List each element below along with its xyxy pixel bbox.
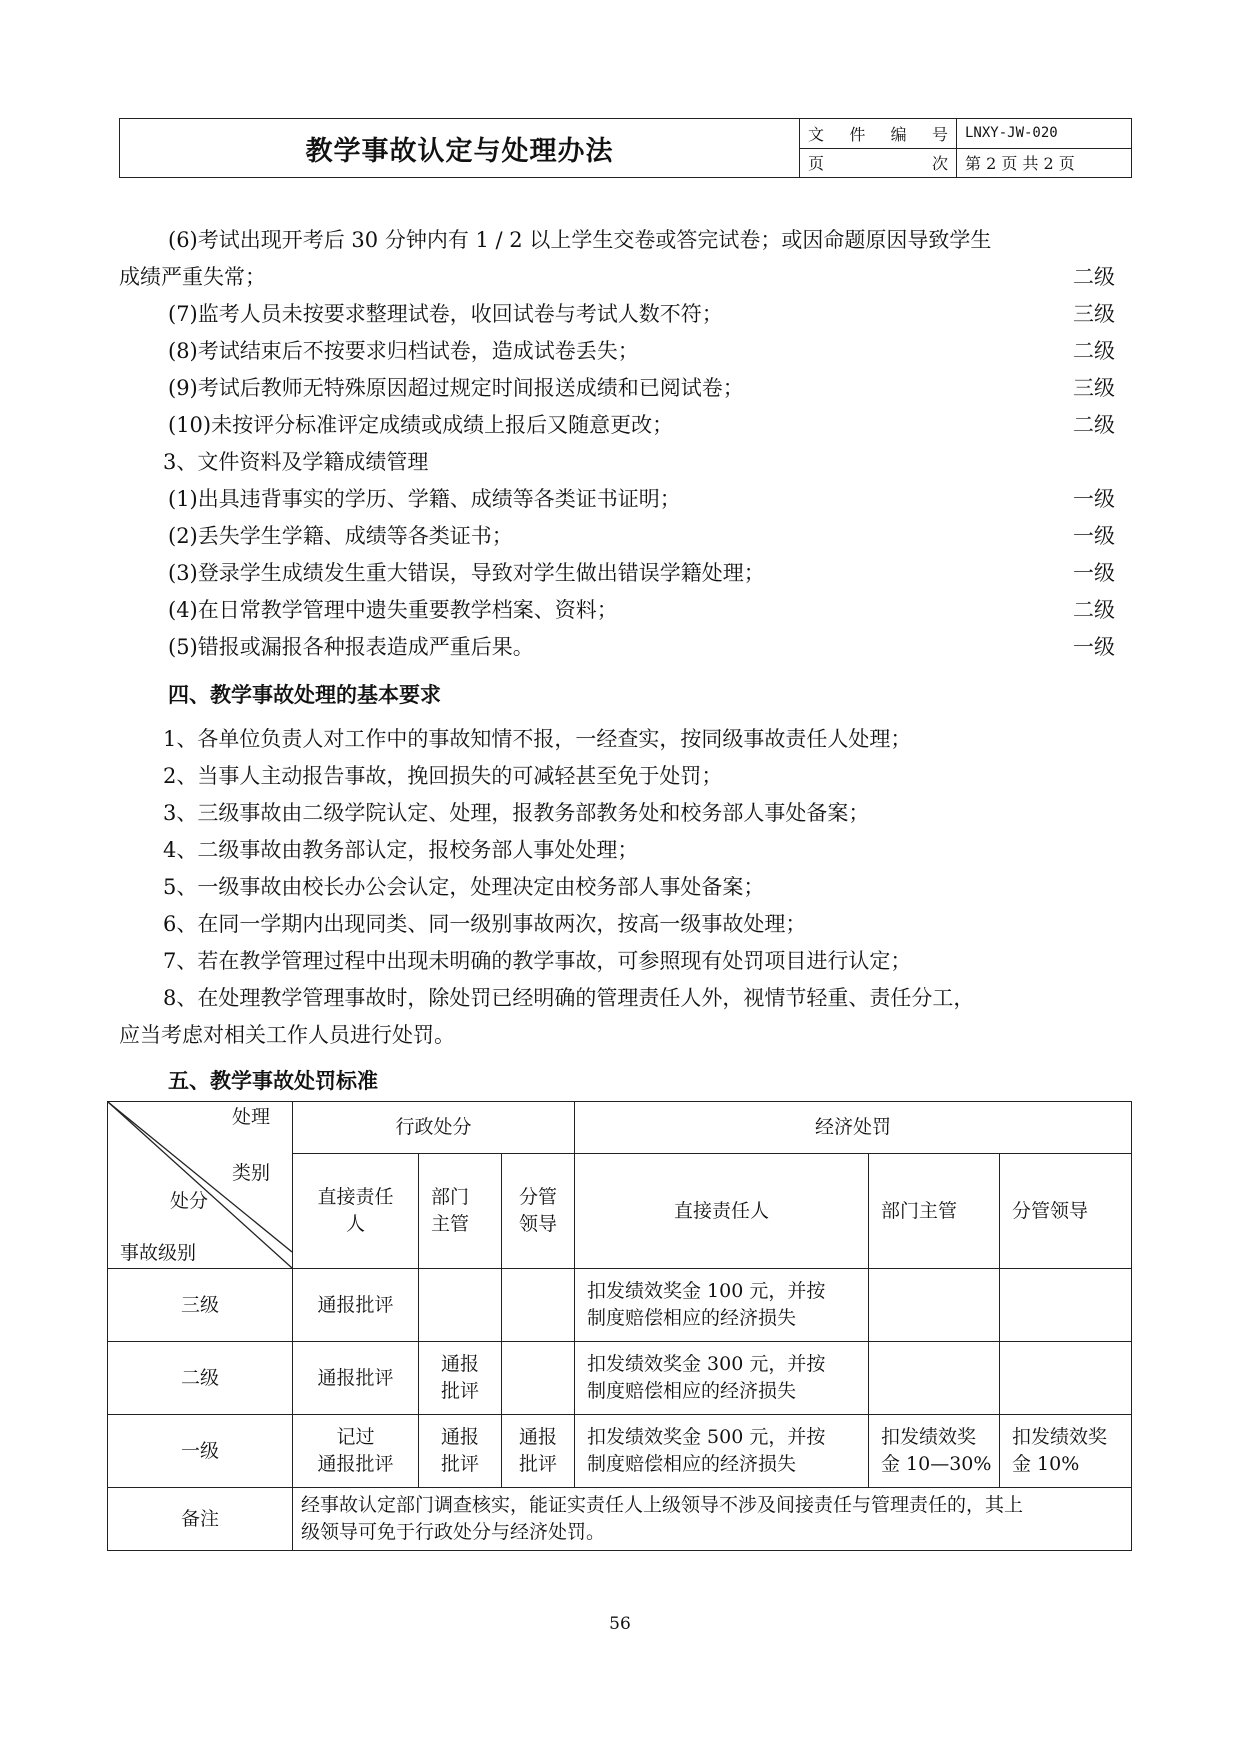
list-item: (2)丢失学生学籍、成绩等各类证书； 一级 xyxy=(119,518,1115,555)
page-label: 页 次 xyxy=(800,148,957,178)
table-cell: 扣发绩效奖 金 10—30% xyxy=(869,1415,1000,1488)
table-cell: 扣发绩效奖金 300 元，并按 制度赔偿相应的经济损失 xyxy=(575,1342,869,1415)
list-item: (8)考试结束后不按要求归档试卷，造成试卷丢失； 二级 xyxy=(119,333,1115,370)
accident-level: 一级 xyxy=(1073,635,1115,659)
row-level: 二级 xyxy=(108,1342,293,1415)
table-cell: 记过 通报批评 xyxy=(293,1415,419,1488)
list-item: 4、二级事故由教务部认定，报校务部人事处处理； xyxy=(163,838,639,862)
row-level: 三级 xyxy=(108,1269,293,1342)
accident-level: 二级 xyxy=(1073,413,1115,437)
accident-level: 一级 xyxy=(1073,487,1115,511)
table-row xyxy=(108,1269,1132,1342)
section-heading: 四、教学事故处理的基本要求 xyxy=(168,683,441,707)
list-item: (7)监考人员未按要求整理试卷，收回试卷与考试人数不符； 三级 xyxy=(119,296,1115,333)
list-item: 6、在同一学期内出现同类、同一级别事故两次，按高一级事故处理； xyxy=(163,912,807,936)
accident-level: 一级 xyxy=(1073,524,1115,548)
row-level: 一级 xyxy=(108,1415,293,1488)
page-value: 第 2 页 共 2 页 xyxy=(957,148,1132,178)
table-cell: 通报 批评 xyxy=(502,1415,575,1488)
document-header xyxy=(119,118,1132,178)
table-cell xyxy=(502,1269,575,1342)
accident-level: 三级 xyxy=(1073,302,1115,326)
list-item: 5、一级事故由校长办公会认定，处理决定由校务部人事处备案； xyxy=(163,875,765,899)
table-row xyxy=(108,1415,1132,1488)
section-heading: 五、教学事故处罚标准 xyxy=(168,1069,378,1093)
doc-number-value: LNXY-JW-020 xyxy=(957,119,1132,149)
corner-label-mid: 类别 xyxy=(231,1162,270,1184)
penalty-table xyxy=(107,1101,1132,1551)
list-item: 3、三级事故由二级学院认定、处理，报教务部教务处和校务部人事处备案； xyxy=(163,801,870,825)
list-item: (6)考试出现开考后 30 分钟内有 1 / 2 以上学生交卷或答完试卷；或因命题原因导致学生 xyxy=(168,228,992,252)
group-header-admin: 行政处分 xyxy=(293,1102,575,1154)
col-header: 分管 领导 xyxy=(502,1154,575,1269)
col-header: 直接责任 人 xyxy=(293,1154,419,1269)
table-cell: 通报 批评 xyxy=(419,1415,502,1488)
accident-level: 二级 xyxy=(1073,339,1115,363)
list-item: 1、各单位负责人对工作中的事故知情不报，一经查实，按同级事故责任人处理； xyxy=(163,727,912,751)
table-cell: 通报批评 xyxy=(293,1269,419,1342)
list-item: 应当考虑对相关工作人员进行处罚。 xyxy=(119,1023,455,1047)
table-cell xyxy=(869,1269,1000,1342)
list-item: 8、在处理教学管理事故时，除处罚已经明确的管理责任人外，视情节轻重、责任分工， xyxy=(163,986,975,1010)
col-header: 分管领导 xyxy=(1000,1154,1132,1269)
col-header: 部门主管 xyxy=(869,1154,1000,1269)
list-item: (9)考试后教师无特殊原因超过规定时间报送成绩和已阅试卷； 三级 xyxy=(119,370,1115,407)
document-title: 教学事故认定与处理办法 xyxy=(120,119,800,178)
corner-header xyxy=(108,1102,293,1269)
table-cell xyxy=(1000,1269,1132,1342)
table-row xyxy=(108,1488,1132,1551)
group-header-econ: 经济处罚 xyxy=(575,1102,1132,1154)
remark-text: 经事故认定部门调查核实，能证实责任人上级领导不涉及间接责任与管理责任的，其上 级领导可免于行政处分与经济处罚。 xyxy=(293,1488,1132,1551)
list-item: 7、若在教学管理过程中出现未明确的教学事故，可参照现有处罚项目进行认定； xyxy=(163,949,912,973)
remark-label: 备注 xyxy=(108,1488,293,1551)
corner-label-bottom: 事故级别 xyxy=(120,1242,197,1264)
list-item: (10)未按评分标准评定成绩或成绩上报后又随意更改； 二级 xyxy=(119,407,1115,444)
table-cell: 通报批评 xyxy=(293,1342,419,1415)
list-item: (5)错报或漏报各种报表造成严重后果。 一级 xyxy=(119,629,1115,666)
corner-label-top: 处理 xyxy=(231,1106,270,1128)
page-number: 56 xyxy=(609,1614,631,1634)
list-item: (3)登录学生成绩发生重大错误，导致对学生做出错误学籍处理； 一级 xyxy=(119,555,1115,592)
table-cell: 扣发绩效奖金 500 元，并按 制度赔偿相应的经济损失 xyxy=(575,1415,869,1488)
table-cell xyxy=(1000,1342,1132,1415)
col-header: 直接责任人 xyxy=(575,1154,869,1269)
accident-level: 二级 xyxy=(1073,598,1115,622)
table-cell: 扣发绩效奖金 100 元，并按 制度赔偿相应的经济损失 xyxy=(575,1269,869,1342)
table-row xyxy=(108,1342,1132,1415)
list-item: (4)在日常教学管理中遗失重要教学档案、资料； 二级 xyxy=(119,592,1115,629)
accident-level: 二级 xyxy=(1073,265,1115,289)
table-cell xyxy=(869,1342,1000,1415)
subsection-title: 3、文件资料及学籍成绩管理 xyxy=(163,450,429,474)
table-cell xyxy=(502,1342,575,1415)
table-cell: 扣发绩效奖 金 10% xyxy=(1000,1415,1132,1488)
table-cell xyxy=(419,1269,502,1342)
list-item: (1)出具违背事实的学历、学籍、成绩等各类证书证明； 一级 xyxy=(119,481,1115,518)
corner-label-left: 处分 xyxy=(170,1190,209,1212)
accident-level: 三级 xyxy=(1073,376,1115,400)
doc-number-label: 文 件 编 号 xyxy=(800,119,957,149)
list-item: 2、当事人主动报告事故，挽回损失的可减轻甚至免于处罚； xyxy=(163,764,723,788)
accident-level: 一级 xyxy=(1073,561,1115,585)
list-item: 成绩严重失常； 二级 xyxy=(119,259,1115,296)
table-cell: 通报 批评 xyxy=(419,1342,502,1415)
col-header: 部门 主管 xyxy=(419,1154,502,1269)
